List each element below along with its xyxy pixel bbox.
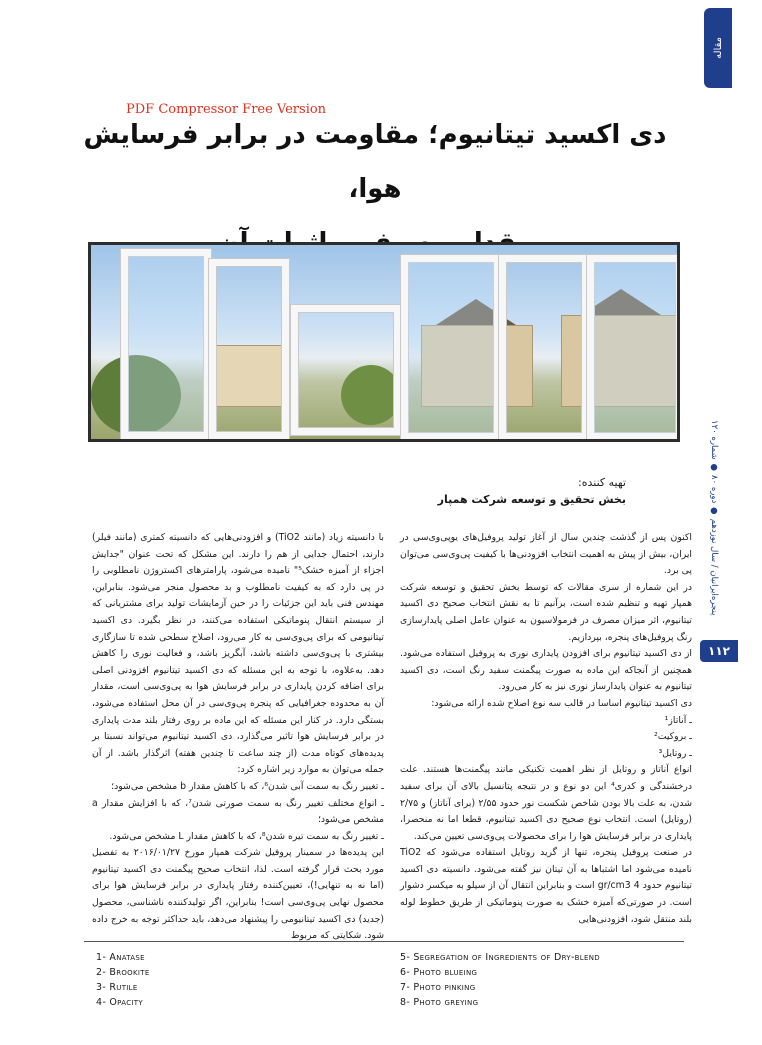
- credit-label: تهیه کننده:: [578, 476, 626, 489]
- paragraph: از دی اکسید تیتانیوم برای افزودن پایداری نوری به پروفیل استفاده می‌شود. همچنین از آنجاکه این ماده به صورت پیگمنت سفید رنگ است، دی اکسید تیتانیوم به عنوان پایدارساز نوری نیز به کار می‌رود.: [400, 648, 692, 693]
- credit-author: بخش تحقیق و توسعه شرکت همپار: [437, 493, 626, 506]
- paragraph: در این شماره از سری مقالات که توسط بخش تحقیق و توسعه شرکت همپار تهیه و تنظیم شده است، برآنیم تا به نقش انتخاب صحیح دی اکسید تیتانیوم، اثر میزان مصرف در فرمولاسیون به عنوان عامل اصلی پایدارسازی رنگ پروفیل‌های پنجره، بپردازیم.: [400, 581, 692, 643]
- footnote: 1- Anatase: [96, 952, 145, 963]
- footnotes-right: [400, 950, 600, 1010]
- paragraph: اکنون پس از گذشت چندین سال از آغاز تولید پروفیل‌های یو‌پی‌وی‌سی در ایران، بیش از پیش به اهمیت انتخاب افزودنی‌ها با کیفیت پی‌وی‌سی می‌توان پی برد.: [400, 532, 692, 577]
- list-item: ـ بروکیت²: [654, 731, 692, 743]
- list-item: ـ آناتاز¹: [664, 714, 692, 726]
- footnote-divider: [84, 941, 684, 942]
- list-item: ـ انواع مختلف تغییر رنگ به سمت صورتی شدن⁷، که با افزایش مقدار a مشخص می‌شود؛: [92, 797, 384, 826]
- paragraph: با دانسیته زیاد (مانند TiO2) و افزودنی‌هایی که دانسیته کمتری (مانند فیلر) دارند، احتمال جدایی از هم را دارند. این مشکل که تحت عنوان "جدایش اجزاء از آمیزه خشک⁵" نامیده می‌شود، پارامترهای اکستروژن نامطلوبی را در پی دارد که به کیفیت نامطلوب و بد محصول منجر می‌شود. بنابراین، مهندس فنی باید این جزئیات را در حین آزمایشات تولید برای مشتریانی که از سیستم انتقال پنوماتیکی استفاده می‌کنند، در نظر بگیرد. دی اکسید تیتانیومی که برای پی‌وی‌سی به کار می‌رود، اصلاح سطحی شده تا سازگاری بیشتری با پی‌وی‌سی داشته باشد، آبگریز باشد، و فعالیت نوری را کاهش دهد. به‌علاوه، با توجه به این مسئله که دی اکسید تیتانیوم افزودنی اصلی برای اضافه کردن پایداری در برابر فرسایش هوا به پی‌وی‌سی است، مقدار آن به محدوده جغرافیایی که پنجره پی‌وی‌سی در آن محل استفاده می‌شود، بستگی دارد. در کنار این مسئله که این ماده بر روی رفتار بلند مدت پایداری در برابر فرسایش هوا تاثیر می‌گذارد، دی اکسید تیتانیوم می‌تواند نسبتا بر پدیده‌های کوتاه مدت (از چند ساعت تا چندین هفته) اثرگذار باشد. از آن جمله می‌توان به موارد زیر اشاره کرد:: [92, 532, 384, 776]
- list-item: ـ روتایل³: [658, 747, 692, 759]
- footnotes-left: [96, 950, 150, 1010]
- issue-strip: [704, 420, 724, 660]
- issue-strip-text: پنجره‌ایرانیان / سال نوزدهم ● دوره ۸۰ ● شماره ۱۲۰: [709, 420, 719, 616]
- paragraph: انواع آناتاز و روتایل از نظر اهمیت تکنیکی مانند پیگمنت‌ها هستند. علت درخشندگی و کدری⁴ این دو نوع و در نتیجه پتانسیل بالای آن برای سفید شدن، به علت بالا بودن شاخص شکست نور حدود ۲/۵۵ (برای آناتاز) و ۲/۷۵ (روتایل) است. انتخاب نوع صحیح دی اکسید تیتانیوم، قطعا اما نه منحصرا، پایداری در برابر فرسایش هوا را برای محصولات پی‌وی‌سی تعیین می‌کند.: [400, 764, 692, 842]
- section-tab: [704, 8, 732, 88]
- title-line-1: دی اکسید تیتانیوم؛ مقاومت در برابر فرسایش هوا،: [83, 120, 667, 204]
- hero-image-windows: [88, 242, 680, 442]
- article-credit: [438, 474, 626, 508]
- list-item: ـ تغییر رنگ به سمت تیره شدن⁸، که با کاهش مقدار L مشخص می‌شود.: [109, 830, 384, 842]
- section-tab-label: مقاله: [712, 37, 724, 59]
- page-number: ۱۱۲: [700, 640, 738, 662]
- footnote: 5- Segregation of Ingredients of Dry-blend: [400, 952, 600, 963]
- footnote: 4- Opacity: [96, 997, 143, 1008]
- footnote: 6- Photo blueing: [400, 967, 478, 978]
- body-column-right: [400, 530, 692, 928]
- footnote: 2- Brookite: [96, 967, 150, 978]
- paragraph: در صنعت پروفیل پنجره، تنها از گرید روتایل استفاده می‌شود که TiO2 نامیده می‌شود اما اشتباها به آن تیتان نیز گفته می‌شود. دانسیته دی اکسید تیتانیوم حدود 4 gr/cm3 است و بنابراین انتقال آن از سیلو به میکسر دشوار است. در صورتی‌که آمیزه خشک به صورت پنوماتیکی از طریق خطوط لوله بلند منتقل شود، افزودنی‌هایی: [400, 847, 692, 925]
- list-item: ـ تغییر رنگ به سمت آبی شدن⁶، که با کاهش مقدار b مشخص می‌شود؛: [111, 780, 384, 792]
- watermark: PDF Compressor Free Version: [126, 102, 327, 117]
- paragraph: این پدیده‌ها در سمینار پروفیل شرکت همپار مورخ ۲۰۱۶/۰۱/۲۷ به تفصیل مورد بحث قرار گرفته است. لذا، انتخاب صحیح پیگمنت دی اکسید تیتانیوم (اما نه به تنهایی!)، تعیین‌کننده رفتار پایداری در برابر فرسایش هوا برای محصول نهایی پی‌وی‌سی است! بنابراین، اگر تولیدکننده ناشناسی، محصول (جدید) دی اکسید تیتانیومی را پیشنهاد می‌دهد، باید حداکثر توجه به خرج داده شود. شکایتی که مربوط: [92, 847, 385, 942]
- body-column-left: [92, 530, 384, 945]
- paragraph: دی اکسید تیتانیوم اساسا در قالب سه نوع اصلاح شده ارائه می‌شود:: [431, 697, 692, 709]
- footnote: 8- Photo greying: [400, 997, 479, 1008]
- footnote: 7- Photo pinking: [400, 982, 476, 993]
- footnote: 3- Rutile: [96, 982, 138, 993]
